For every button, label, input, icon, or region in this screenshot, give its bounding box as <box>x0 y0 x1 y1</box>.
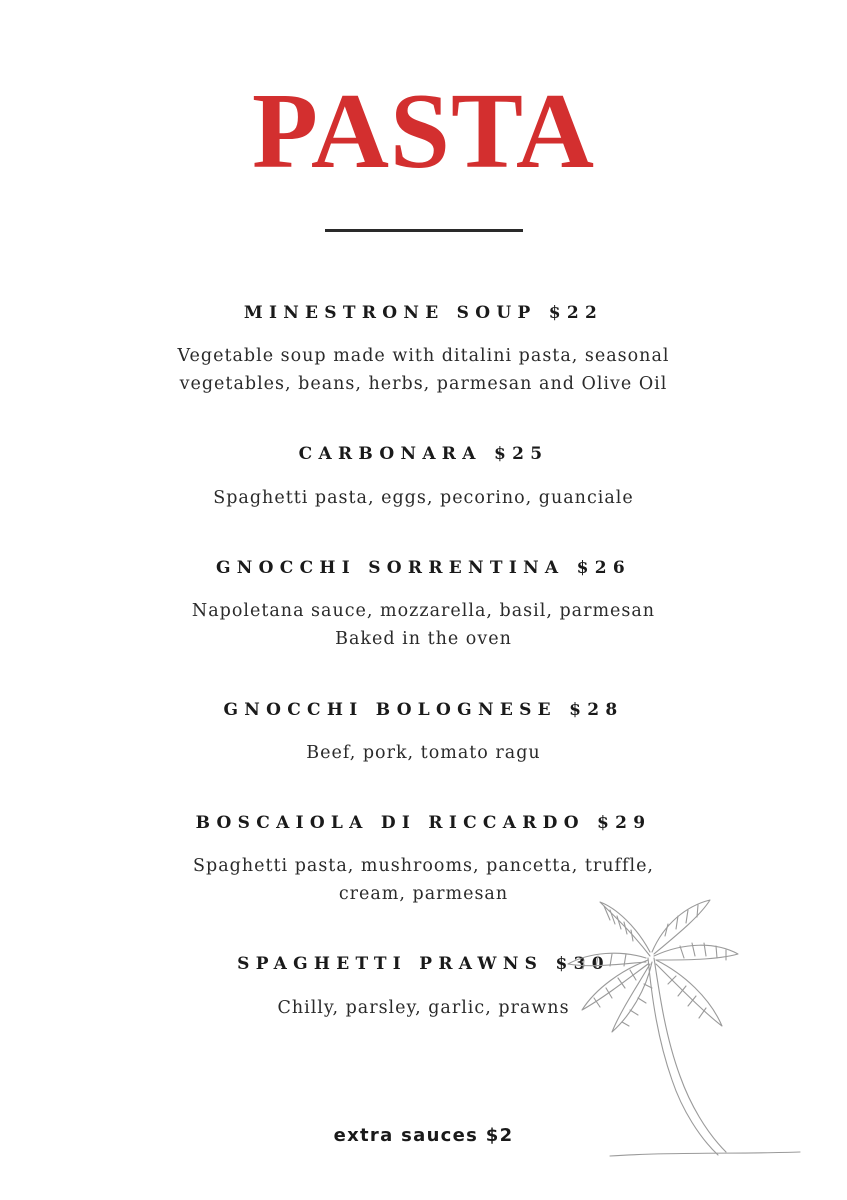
description-line: Vegetable soup made with ditalini pasta, seasonal <box>177 346 670 366</box>
menu-item-description <box>0 739 847 767</box>
description-line: cream, parmesan <box>338 884 509 904</box>
menu-item-name: SPAGHETTI PRAWNS $30 <box>237 954 610 974</box>
description-line: Beef, pork, tomato ragu <box>306 743 541 763</box>
palm-tree-icon <box>560 890 810 1165</box>
menu-title: PASTA <box>251 72 596 191</box>
menu-item-name: MINESTRONE SOUP $22 <box>243 303 604 323</box>
menu-item-description <box>0 342 847 398</box>
description-line: Napoletana sauce, mozzarella, basil, parmesan <box>191 601 656 621</box>
description-line: vegetables, beans, herbs, parmesan and Olive Oil <box>179 374 668 394</box>
menu-item-name: CARBONARA $25 <box>298 444 549 464</box>
menu-item-name: GNOCCHI BOLOGNESE $28 <box>223 700 624 720</box>
description-line: Chilly, parsley, garlic, prawns <box>277 998 570 1018</box>
description-line: Spaghetti pasta, eggs, pecorino, guanciale <box>213 488 634 508</box>
menu-item-name: GNOCCHI SORRENTINA $26 <box>215 558 632 578</box>
menu-item-description <box>0 597 847 653</box>
description-line: Baked in the oven <box>335 629 512 649</box>
menu-item-name: BOSCAIOLA DI RICCARDO $29 <box>195 813 652 833</box>
extra-sauces-note: extra sauces $2 <box>333 1125 514 1146</box>
menu-item-description <box>0 484 847 512</box>
title-divider <box>325 229 523 232</box>
description-line: Spaghetti pasta, mushrooms, pancetta, truffle, <box>193 856 654 876</box>
